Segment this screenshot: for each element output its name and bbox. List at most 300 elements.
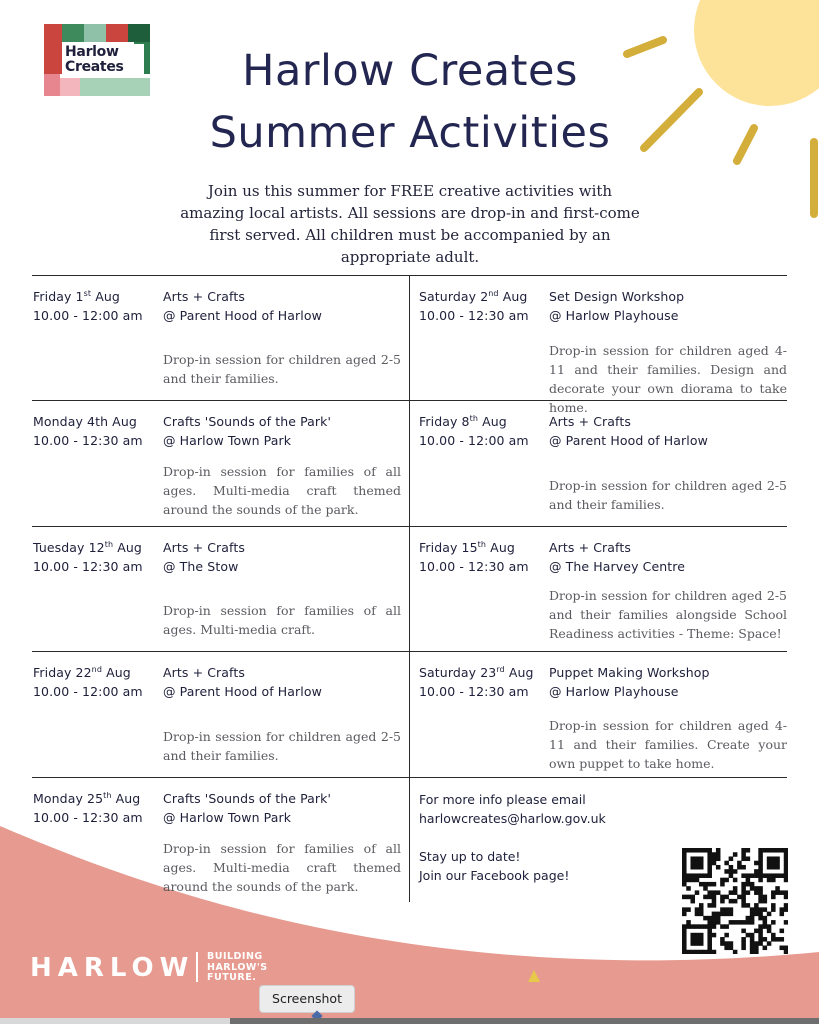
qr-module xyxy=(699,873,704,878)
qr-module xyxy=(741,856,746,861)
qr-module xyxy=(754,907,759,912)
qr-module xyxy=(699,903,704,908)
qr-module xyxy=(763,920,768,925)
qr-module xyxy=(716,920,721,925)
qr-module xyxy=(682,937,687,942)
qr-module xyxy=(741,899,746,904)
session-activity: Arts + Crafts xyxy=(549,540,631,555)
qr-module xyxy=(758,933,763,938)
qr-module xyxy=(758,873,763,878)
qr-module xyxy=(767,856,772,861)
qr-module xyxy=(758,899,763,904)
qr-module xyxy=(699,937,704,942)
qr-module xyxy=(695,950,700,954)
qr-module xyxy=(784,848,788,853)
qr-module xyxy=(690,878,695,883)
qr-module xyxy=(707,920,712,925)
qr-module xyxy=(746,903,751,908)
qr-module xyxy=(758,907,763,912)
qr-module xyxy=(720,907,725,912)
session-day: Friday 15 xyxy=(419,540,478,556)
qr-module xyxy=(720,937,725,942)
qr-module xyxy=(741,929,746,934)
qr-module xyxy=(690,933,695,938)
qr-module xyxy=(682,848,687,853)
qr-module xyxy=(771,933,776,938)
qr-module xyxy=(763,848,768,853)
qr-module xyxy=(707,903,712,908)
qr-module xyxy=(771,895,776,900)
session-date xyxy=(419,540,515,555)
qr-module xyxy=(780,946,785,951)
qr-module xyxy=(682,865,687,870)
sun-shape xyxy=(694,0,819,106)
qr-module xyxy=(771,920,776,925)
qr-module xyxy=(784,856,788,861)
tagline-line1: BUILDING xyxy=(207,951,263,962)
qr-module xyxy=(775,861,780,866)
qr-module xyxy=(707,869,712,874)
qr-module xyxy=(699,856,704,861)
session-description: Drop-in session for children aged 2-5 and their families. xyxy=(163,729,401,763)
session-day-suffix: rd xyxy=(496,665,505,674)
logo-line2: Creates xyxy=(65,59,124,75)
qr-module xyxy=(690,924,695,929)
session-month: Aug xyxy=(504,665,534,681)
qr-module xyxy=(746,882,751,887)
qr-module xyxy=(686,924,691,929)
qr-module xyxy=(712,950,717,954)
qr-module xyxy=(707,890,712,895)
sun-ray xyxy=(737,128,754,161)
qr-module xyxy=(690,873,695,878)
qr-module xyxy=(780,937,785,942)
qr-module xyxy=(729,946,734,951)
session-date xyxy=(33,791,140,806)
qr-module xyxy=(699,907,704,912)
qr-module xyxy=(741,941,746,946)
qr-module xyxy=(758,848,763,853)
qr-module xyxy=(682,856,687,861)
qr-module xyxy=(724,941,729,946)
qr-module xyxy=(724,933,729,938)
qr-module xyxy=(758,856,763,861)
qr-module xyxy=(695,848,700,853)
qr-module xyxy=(686,920,691,925)
session-description: Drop-in session for children aged 2-5 and their families. xyxy=(163,352,401,386)
qr-module xyxy=(703,895,708,900)
qr-module xyxy=(784,852,788,857)
qr-module xyxy=(750,886,755,891)
session-activity: Arts + Crafts xyxy=(163,540,245,555)
qr-module xyxy=(729,912,734,917)
qr-module xyxy=(784,920,788,925)
session-venue: @ Harlow Town Park xyxy=(163,433,292,448)
qr-module xyxy=(729,907,734,912)
qr-module xyxy=(780,912,785,917)
session-day: Saturday 2 xyxy=(419,289,489,305)
qr-module xyxy=(695,941,700,946)
qr-module xyxy=(703,924,708,929)
qr-module xyxy=(771,937,776,942)
logo-line1: Harlow xyxy=(65,44,119,60)
session-day-suffix: nd xyxy=(91,665,103,674)
session-time: 10.00 - 12:00 am xyxy=(419,433,529,448)
session-day-suffix: st xyxy=(83,289,92,298)
qr-module xyxy=(780,848,785,853)
qr-module xyxy=(784,861,788,866)
qr-module xyxy=(741,865,746,870)
qr-module xyxy=(712,895,717,900)
qr-module xyxy=(690,848,695,853)
qr-module xyxy=(703,882,708,887)
qr-module xyxy=(690,950,695,954)
qr-module xyxy=(712,903,717,908)
qr-module xyxy=(771,865,776,870)
session-description: Drop-in session for families of all ages. Multi-media craft themed around the sounds of the park. xyxy=(163,464,401,517)
qr-module xyxy=(763,916,768,921)
qr-module xyxy=(712,924,717,929)
qr-module xyxy=(754,912,759,917)
qr-module xyxy=(784,895,788,900)
stay-up-to-date: Stay up to date! xyxy=(419,849,521,864)
qr-module xyxy=(729,920,734,925)
tagline-line3: FUTURE. xyxy=(207,972,257,983)
qr-module xyxy=(754,941,759,946)
session-time: 10.00 - 12:30 am xyxy=(33,810,143,825)
session-activity: Crafts 'Sounds of the Park' xyxy=(163,791,332,806)
qr-module xyxy=(758,865,763,870)
qr-code[interactable] xyxy=(682,848,788,954)
qr-module xyxy=(750,907,755,912)
qr-module xyxy=(741,937,746,942)
qr-module xyxy=(720,878,725,883)
qr-module xyxy=(754,861,759,866)
qr-module xyxy=(707,946,712,951)
qr-module xyxy=(775,937,780,942)
qr-module xyxy=(682,873,687,878)
qr-module xyxy=(771,903,776,908)
session-venue: @ Parent Hood of Harlow xyxy=(549,433,708,448)
qr-module xyxy=(686,873,691,878)
qr-module xyxy=(746,873,751,878)
title-line1: Harlow Creates xyxy=(242,46,578,96)
qr-module xyxy=(690,899,695,904)
qr-module xyxy=(724,946,729,951)
qr-module xyxy=(741,895,746,900)
session-venue: @ Harlow Playhouse xyxy=(549,684,679,699)
qr-module xyxy=(682,882,687,887)
harlow-brand: HARLOW xyxy=(30,953,195,983)
qr-module xyxy=(690,937,695,942)
qr-module xyxy=(775,865,780,870)
qr-module xyxy=(686,878,691,883)
qr-module xyxy=(733,886,738,891)
qr-module xyxy=(750,937,755,942)
qr-module xyxy=(707,929,712,934)
session-month: Aug xyxy=(498,289,528,305)
qr-module xyxy=(682,941,687,946)
qr-module xyxy=(707,861,712,866)
qr-module xyxy=(784,907,788,912)
qr-module xyxy=(686,950,691,954)
qr-module xyxy=(707,865,712,870)
qr-module xyxy=(682,933,687,938)
qr-module xyxy=(682,924,687,929)
session-venue: @ The Stow xyxy=(163,559,239,574)
session-day: Tuesday 12 xyxy=(33,540,105,556)
qr-module xyxy=(784,890,788,895)
facebook-link[interactable]: Join our Facebook page! xyxy=(419,868,570,883)
qr-module xyxy=(750,882,755,887)
qr-module xyxy=(784,903,788,908)
qr-module xyxy=(707,856,712,861)
page-title xyxy=(150,40,670,164)
qr-module xyxy=(767,873,772,878)
qr-module xyxy=(699,924,704,929)
qr-module xyxy=(733,869,738,874)
more-info-text: For more info please email xyxy=(419,792,586,807)
session-date xyxy=(33,665,131,680)
qr-module xyxy=(758,912,763,917)
session-activity: Arts + Crafts xyxy=(163,289,245,304)
qr-module xyxy=(758,916,763,921)
qr-module xyxy=(750,941,755,946)
qr-module xyxy=(707,848,712,853)
qr-module xyxy=(720,895,725,900)
qr-module xyxy=(780,907,785,912)
session-description: Drop-in session for children aged 2-5 and their families. xyxy=(549,478,787,512)
session-day: Friday 22 xyxy=(33,665,92,681)
qr-module xyxy=(695,878,700,883)
qr-module xyxy=(699,861,704,866)
qr-module xyxy=(707,941,712,946)
qr-module xyxy=(720,924,725,929)
footer-tagline xyxy=(207,952,287,984)
qr-module xyxy=(746,916,751,921)
qr-module xyxy=(707,882,712,887)
qr-module xyxy=(746,878,751,883)
qr-module xyxy=(703,950,708,954)
qr-module xyxy=(771,861,776,866)
qr-module xyxy=(741,903,746,908)
qr-module xyxy=(767,929,772,934)
session-activity: Set Design Workshop xyxy=(549,289,685,304)
session-date xyxy=(419,414,507,429)
qr-module xyxy=(712,933,717,938)
qr-module xyxy=(758,941,763,946)
qr-module xyxy=(758,937,763,942)
qr-module xyxy=(771,873,776,878)
qr-module xyxy=(729,865,734,870)
qr-module xyxy=(775,856,780,861)
qr-module xyxy=(703,916,708,921)
qr-module xyxy=(775,848,780,853)
qr-module xyxy=(771,878,776,883)
qr-module xyxy=(758,861,763,866)
qr-module xyxy=(741,890,746,895)
qr-module xyxy=(767,878,772,883)
qr-module xyxy=(746,848,751,853)
session-time: 10.00 - 12:30 am xyxy=(419,308,529,323)
qr-module xyxy=(767,848,772,853)
qr-module xyxy=(729,899,734,904)
qr-module xyxy=(741,882,746,887)
qr-module xyxy=(720,899,725,904)
qr-module xyxy=(733,890,738,895)
session-day: Monday 4th Aug xyxy=(33,414,137,429)
qr-module xyxy=(784,950,788,954)
qr-module xyxy=(707,916,712,921)
session-description: Drop-in session for families of all ages. Multi-media craft themed around the sounds of the park. xyxy=(163,841,401,894)
qr-module xyxy=(682,852,687,857)
qr-module xyxy=(750,912,755,917)
session-description: Drop-in session for children aged 2-5 and their families alongside School Readiness activities - Theme: Space! xyxy=(549,588,787,641)
qr-module xyxy=(780,929,785,934)
qr-module xyxy=(707,937,712,942)
qr-module xyxy=(724,869,729,874)
session-description: Drop-in session for children aged 4-11 and their families. Create your own puppet to take home. xyxy=(549,718,787,771)
qr-module xyxy=(758,929,763,934)
session-time: 10.00 - 12:30 am xyxy=(33,559,143,574)
qr-module xyxy=(771,848,776,853)
qr-module xyxy=(733,950,738,954)
qr-module xyxy=(720,912,725,917)
qr-module xyxy=(737,895,742,900)
tagline-line2: HARLOW'S xyxy=(207,961,268,973)
session-description: Drop-in session for families of all ages. Multi-media craft. xyxy=(163,603,401,637)
qr-module xyxy=(695,912,700,917)
qr-module xyxy=(763,899,768,904)
qr-module xyxy=(712,899,717,904)
qr-module xyxy=(682,895,687,900)
qr-module xyxy=(699,933,704,938)
qr-module xyxy=(733,852,738,857)
qr-module xyxy=(682,861,687,866)
qr-module xyxy=(682,869,687,874)
qr-module xyxy=(754,950,759,954)
qr-module xyxy=(733,920,738,925)
qr-module xyxy=(729,869,734,874)
qr-module xyxy=(729,873,734,878)
qr-module xyxy=(775,873,780,878)
qr-module xyxy=(763,873,768,878)
qr-module xyxy=(699,950,704,954)
session-day: Friday 1 xyxy=(33,289,84,305)
session-time: 10.00 - 12:00 am xyxy=(33,308,143,323)
qr-module xyxy=(707,924,712,929)
qr-module xyxy=(746,856,751,861)
session-month: Aug xyxy=(102,665,131,681)
qr-module xyxy=(754,903,759,908)
session-day-suffix: nd xyxy=(488,289,499,298)
qr-module xyxy=(767,912,772,917)
qr-module xyxy=(763,946,768,951)
session-time: 10.00 - 12:30 am xyxy=(33,433,143,448)
qr-module xyxy=(703,848,708,853)
qr-module xyxy=(707,895,712,900)
qr-module xyxy=(784,873,788,878)
logo-wordmark xyxy=(62,44,144,76)
qr-module xyxy=(733,899,738,904)
qr-module xyxy=(724,924,729,929)
qr-module xyxy=(695,907,700,912)
qr-module xyxy=(750,916,755,921)
qr-module xyxy=(716,865,721,870)
session-date xyxy=(33,540,142,555)
qr-module xyxy=(716,890,721,895)
qr-module xyxy=(741,946,746,951)
footer-divider xyxy=(196,952,198,982)
session-month: Aug xyxy=(478,414,507,430)
qr-module xyxy=(758,895,763,900)
qr-module xyxy=(699,865,704,870)
qr-module xyxy=(686,886,691,891)
session-description: Drop-in session for children aged 4-11 and their families. Design and decorate your own diorama to take home. xyxy=(549,343,787,415)
qr-module xyxy=(784,869,788,874)
qr-module xyxy=(695,865,700,870)
qr-module xyxy=(729,856,734,861)
qr-module xyxy=(720,941,725,946)
qr-module xyxy=(758,852,763,857)
title-line2: Summer Activities xyxy=(209,108,611,158)
session-venue: @ Parent Hood of Harlow xyxy=(163,684,322,699)
qr-module xyxy=(682,946,687,951)
qr-module xyxy=(763,895,768,900)
qr-module xyxy=(754,886,759,891)
qr-module xyxy=(767,924,772,929)
qr-module xyxy=(758,869,763,874)
qr-module xyxy=(754,890,759,895)
qr-module xyxy=(682,912,687,917)
session-time: 10.00 - 12:30 am xyxy=(419,559,529,574)
qr-module xyxy=(729,941,734,946)
qr-module xyxy=(763,937,768,942)
session-day: Saturday 23 xyxy=(419,665,497,681)
session-month: Aug xyxy=(486,540,515,556)
qr-module xyxy=(707,950,712,954)
qr-module xyxy=(712,920,717,925)
qr-module xyxy=(729,890,734,895)
qr-module xyxy=(780,873,785,878)
qr-module xyxy=(724,907,729,912)
session-day-suffix: th xyxy=(477,540,487,549)
qr-module xyxy=(690,941,695,946)
qr-module xyxy=(720,882,725,887)
qr-module xyxy=(682,878,687,883)
session-day-suffix: th xyxy=(104,540,114,549)
session-date xyxy=(419,665,534,680)
qr-module xyxy=(707,852,712,857)
session-venue: @ Harlow Town Park xyxy=(163,810,292,825)
qr-module xyxy=(763,924,768,929)
qr-module xyxy=(771,890,776,895)
qr-module xyxy=(703,886,708,891)
contact-email[interactable]: harlowcreates@harlow.gov.uk xyxy=(419,811,606,826)
qr-module xyxy=(695,937,700,942)
session-activity: Crafts 'Sounds of the Park' xyxy=(163,414,332,429)
session-venue: @ Parent Hood of Harlow xyxy=(163,308,322,323)
qr-module xyxy=(699,882,704,887)
qr-module xyxy=(754,929,759,934)
qr-module xyxy=(775,886,780,891)
qr-module xyxy=(767,941,772,946)
qr-module xyxy=(750,950,755,954)
qr-module xyxy=(741,852,746,857)
session-day-suffix: th xyxy=(103,791,112,800)
qr-module xyxy=(699,912,704,917)
qr-module xyxy=(682,929,687,934)
